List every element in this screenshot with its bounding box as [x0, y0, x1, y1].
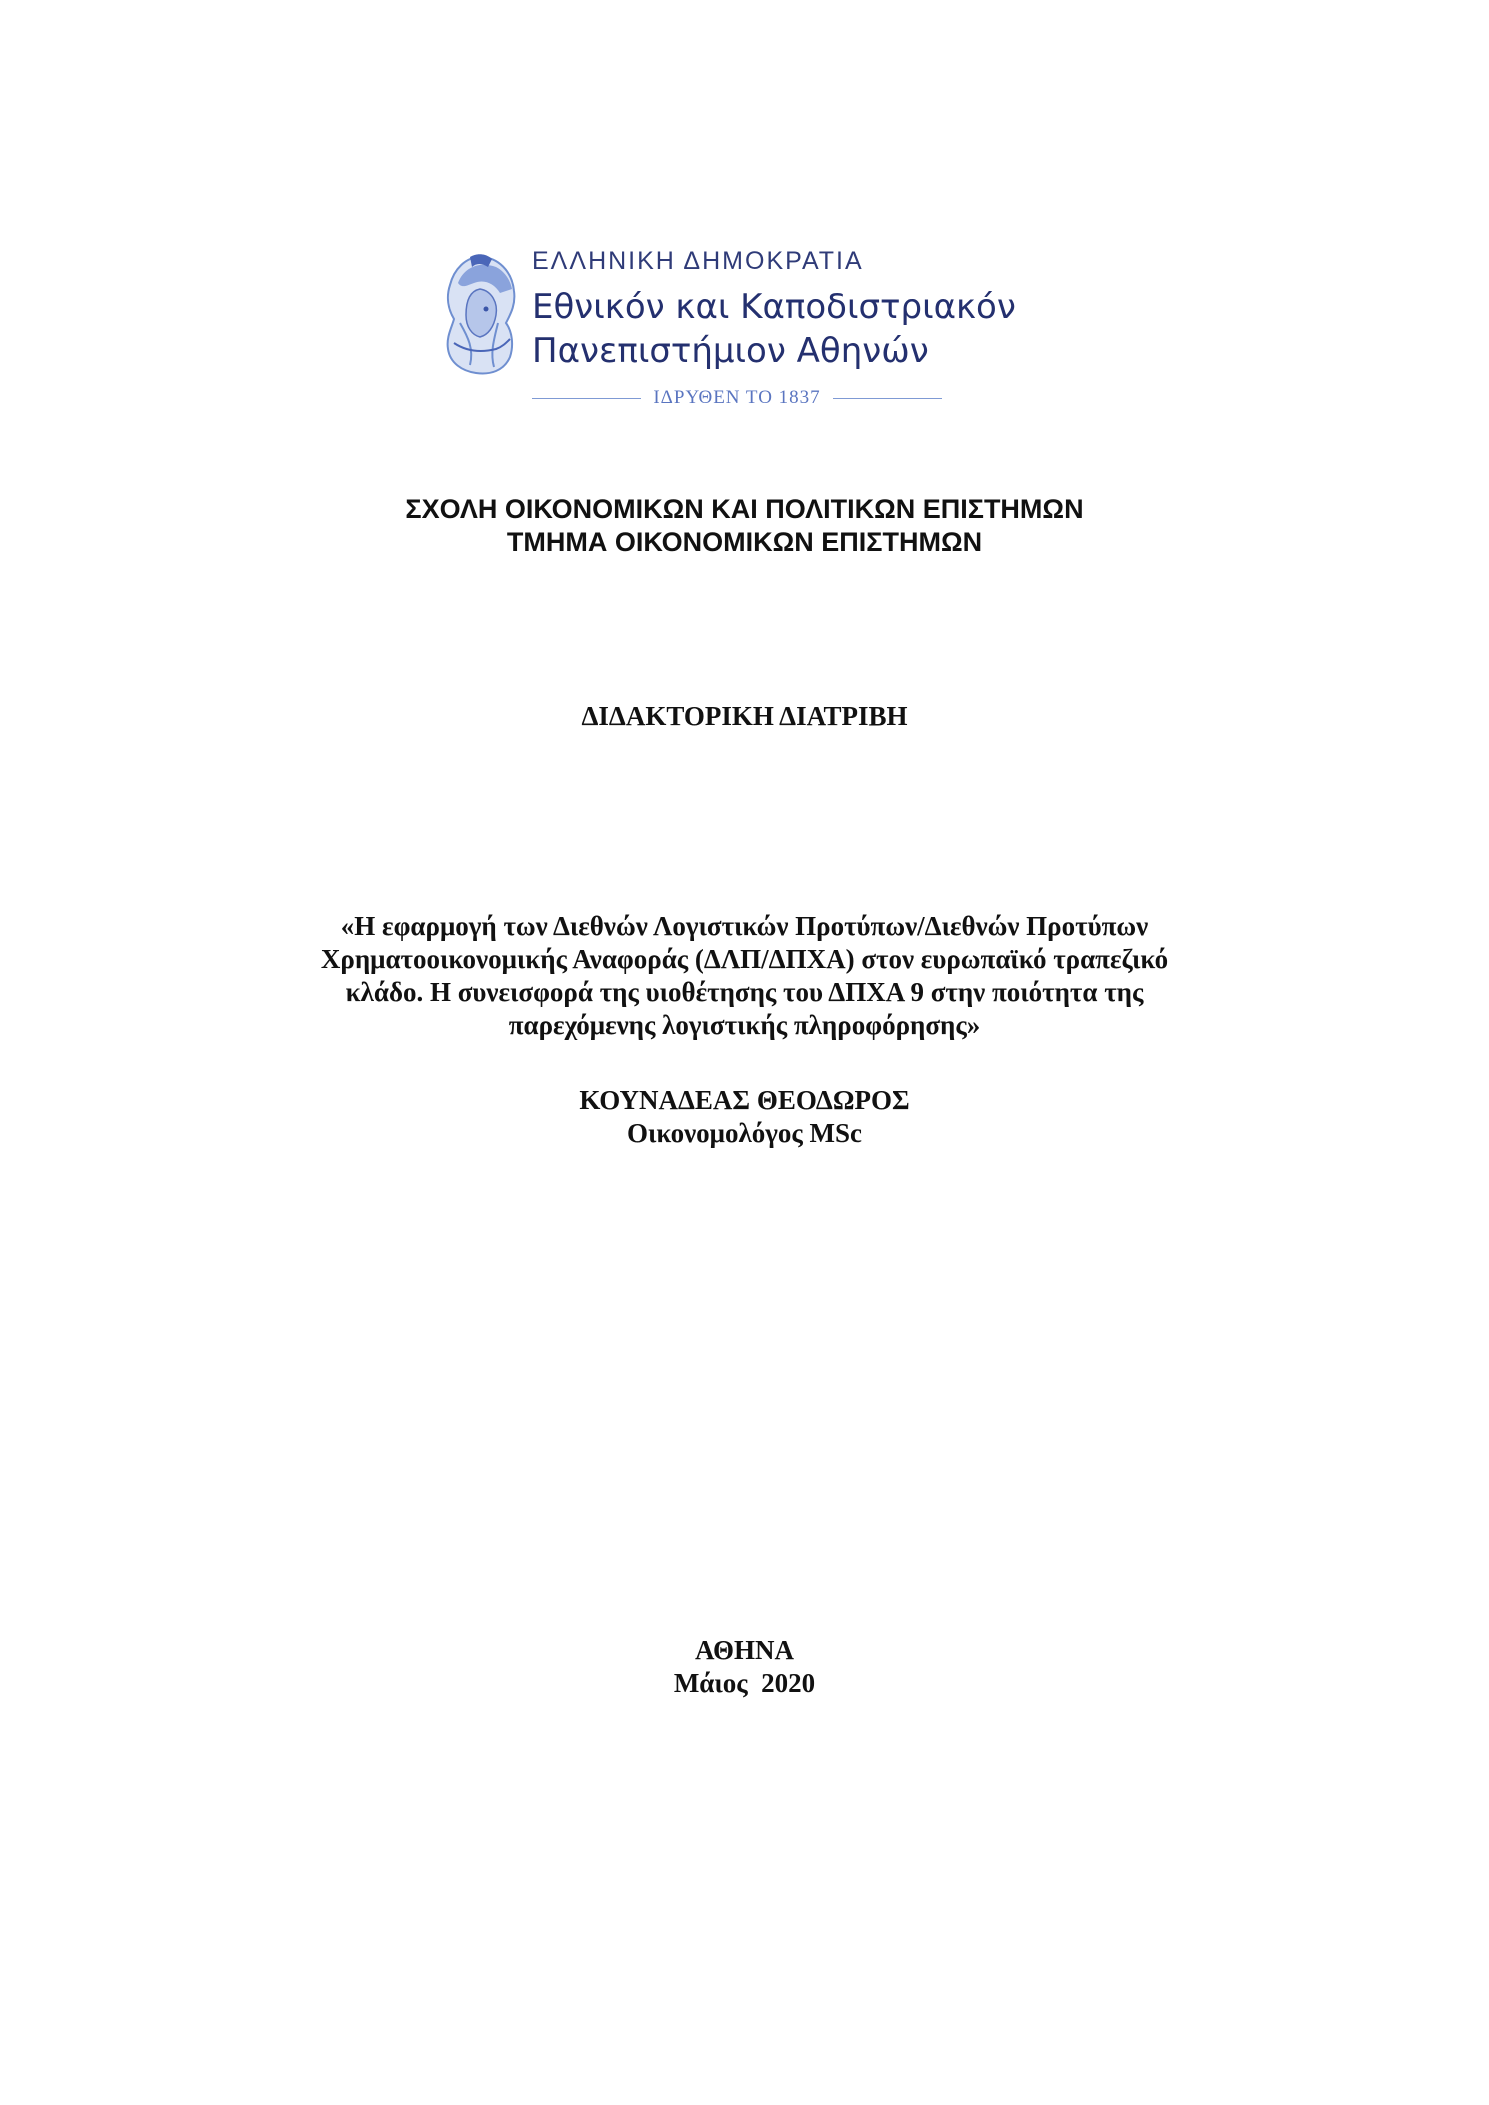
logo-university-line1: Εθνικόν και Καποδιστριακόν	[532, 287, 1016, 327]
thesis-type	[0, 700, 1489, 733]
city: ΑΘΗΝΑ	[695, 1635, 794, 1665]
logo-rule-right	[833, 398, 942, 399]
logo-founded	[532, 385, 942, 411]
logo-founded-text: ΙΔΡΥΘΕΝ ΤΟ 1837	[653, 387, 821, 408]
thesis-title	[0, 910, 1489, 1042]
title-line: «Η εφαρμογή των Διεθνών Λογιστικών Προτύπων/Διεθνών Προτύπων	[340, 911, 1149, 941]
logo-university-line2: Πανεπιστήμιον Αθηνών	[532, 331, 929, 371]
author-credential: Οικονομολόγος MSc	[627, 1118, 862, 1148]
department-name: ΤΜΗΜΑ ΟΙΚΟΝΟΜΙΚΩΝ ΕΠΙΣΤΗΜΩΝ	[506, 527, 983, 557]
university-logo	[440, 245, 1040, 420]
logo-country: ΕΛΛΗΝΙΚΗ ΔΗΜΟΚΡΑΤΙΑ	[532, 247, 864, 275]
title-line: κλάδο. Η συνεισφορά της υιοθέτησης του ΔΠΧΑ 9 στην ποιότητα της	[345, 977, 1144, 1007]
date: Μάιος 2020	[673, 1668, 816, 1698]
author-name: ΚΟΥΝΑΔΕΑΣ ΘΕΟΔΩΡΟΣ	[579, 1085, 910, 1115]
place-date-block	[0, 1634, 1489, 1700]
faculty-name: ΣΧΟΛΗ ΟΙΚΟΝΟΜΙΚΩΝ ΚΑΙ ΠΟΛΙΤΙΚΩΝ ΕΠΙΣΤΗΜΩΝ	[405, 494, 1084, 524]
school-heading	[0, 493, 1489, 559]
author-block	[0, 1084, 1489, 1150]
logo-rule-left	[532, 398, 641, 399]
title-line: Χρηματοοικονομικής Αναφοράς (ΔΛΠ/ΔΠΧΑ) στον ευρωπαϊκό τραπεζικό	[320, 944, 1169, 974]
title-line: παρεχόμενης λογιστικής πληροφόρησης»	[508, 1010, 981, 1040]
thesis-type-label: ΔΙΔΑΚΤΟΡΙΚΗ ΔΙΑΤΡΙΒΗ	[581, 701, 908, 731]
athena-head-emblem-icon	[440, 253, 520, 378]
